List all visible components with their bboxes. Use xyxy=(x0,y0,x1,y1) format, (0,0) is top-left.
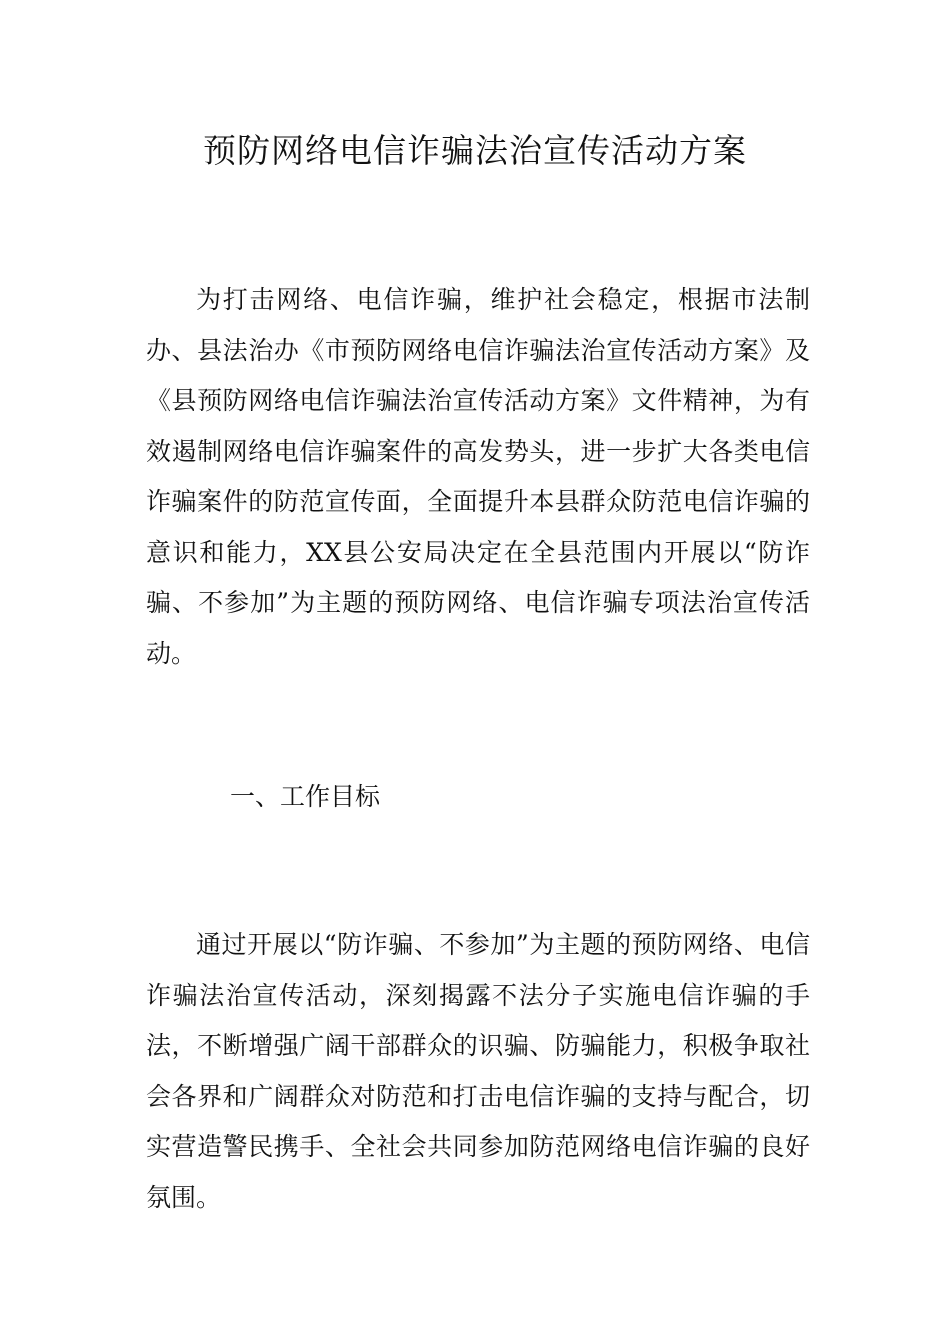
section-paragraph-work-goal: 通过开展以“防诈骗、不参加”为主题的预防网络、电信诈骗法治宣传活动，深刻揭露不法分子实施电信诈骗的手法，不断增强广阔干部群众的识骗、防骗能力，积极争取社会各界和广阔群众对防范和打击电信诈骗的支持与配合，切实营造警民携手、全社会共同参加防范网络电信诈骗的良好氛围。 xyxy=(146,930,810,1212)
section-heading-work-goal: 一、工作目标 xyxy=(230,782,381,811)
intro-paragraph: 为打击网络、电信诈骗，维护社会稳定，根据市法制办、县法治办《市预防网络电信诈骗法治宣传活动方案》及《县预防网络电信诈骗法治宣传活动方案》文件精神，为有效遏制网络电信诈骗案件的高发势头，进一步扩大各类电信诈骗案件的防范宣传面，全面提升本县群众防范电信诈骗的意识和能力，XX县公安局决定在全县范围内开展以“防诈骗、不参加”为主题的预防网络、电信诈骗专项法治宣传活动。 xyxy=(146,285,810,668)
document-title: 预防网络电信诈骗法治宣传活动方案 xyxy=(203,131,747,170)
